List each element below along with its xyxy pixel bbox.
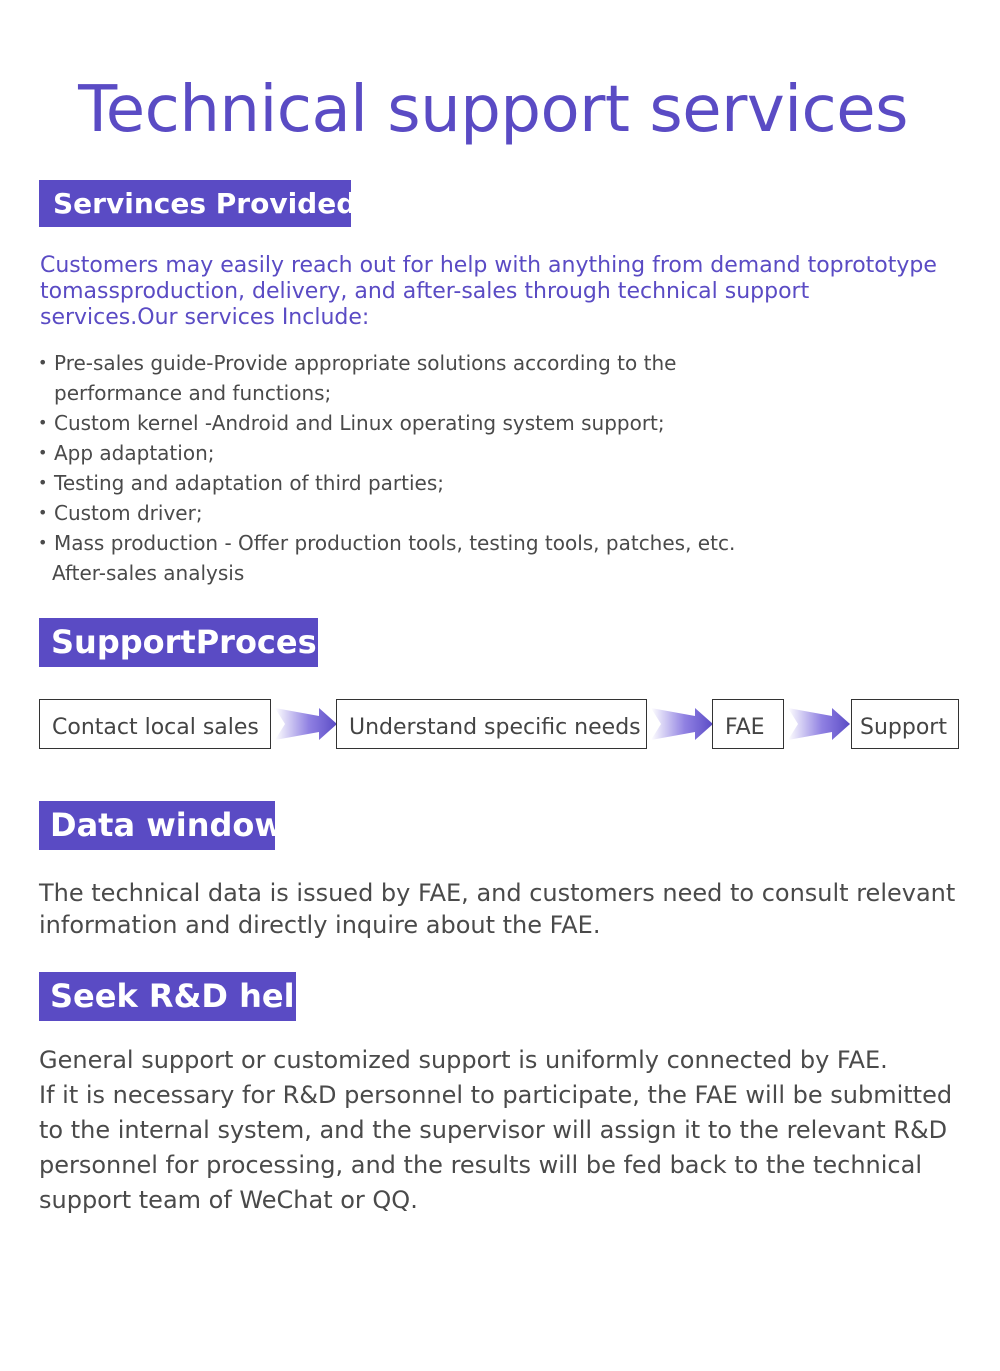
right-arrow-icon [275,704,337,744]
bullet-icon: • [38,503,48,522]
seek-help-heading: Seek R&D help [39,972,296,1021]
process-step-support: Support [851,699,959,749]
bullet-icon: • [38,413,48,432]
right-arrow-icon [788,704,850,744]
list-item [38,498,938,528]
bullet-icon: • [38,533,48,552]
seek-help-line: If it is necessary for R&D personnel to participate, the FAE will be submitted [39,1081,953,1109]
process-heading: SupportProcess [39,618,318,667]
services-intro: Customers may easily reach out for help with anything from demand toprototype tomassproduction, delivery, and after-sales through technical support services.Our services Include: [40,253,937,330]
bullet-icon: • [38,473,48,492]
list-item-text: Testing and adaptation of third parties; [54,471,444,495]
services-list [38,348,938,588]
list-item [38,528,938,558]
process-step-understand-needs: Understand specific needs [336,699,647,749]
bullet-icon: • [38,353,48,372]
seek-help-text [39,1043,959,1218]
list-item [38,408,938,438]
list-item-text: Mass production - Offer production tools, testing tools, patches, etc. [54,531,736,555]
list-item-continuation [38,558,938,588]
list-item-text: Custom driver; [54,501,203,525]
seek-help-line: to the internal system, and the supervisor will assign it to the relevant R&D [39,1116,948,1144]
list-item-text: Custom kernel -Android and Linux operating system support; [54,411,665,435]
list-item-text: App adaptation; [54,441,215,465]
bullet-icon: • [38,443,48,462]
data-window-heading: Data window [39,801,275,850]
seek-help-line: support team of WeChat or QQ. [39,1186,418,1214]
data-window-text: The technical data is issued by FAE, and customers need to consult relevant information and directly inquire about the FAE. [39,879,956,939]
seek-help-line: personnel for processing, and the results will be fed back to the technical [39,1151,922,1179]
list-item-text: Pre-sales guide-Provide appropriate solutions according to the [54,351,677,375]
list-item-text: After-sales analysis [52,561,245,585]
list-item-text: performance and functions; [54,381,332,405]
list-item [38,468,938,498]
process-step-contact-sales: Contact local sales [39,699,271,749]
services-heading: Servinces Provided [39,180,351,227]
right-arrow-icon [651,704,713,744]
process-step-fae: FAE [712,699,784,749]
list-item [38,438,938,468]
seek-help-line: General support or customized support is uniformly connected by FAE. [39,1046,888,1074]
page-title: Technical support services [78,73,908,147]
list-item [38,348,938,408]
